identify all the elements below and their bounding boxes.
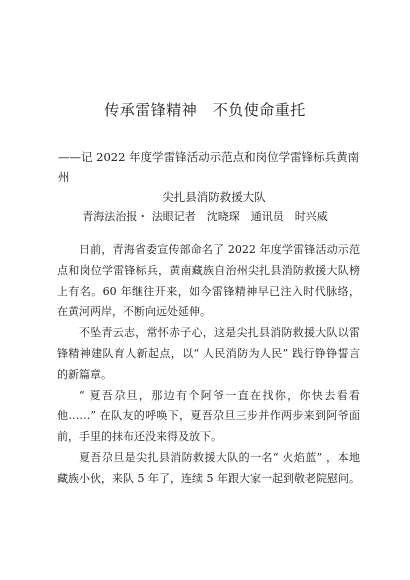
article-body [57,240,360,490]
paragraph: “ 夏吾尕旦，那边有个阿爷一直在找你，你快去看看他……” 在队友的呼唤下，夏吾尕旦三步并作两步来到阿爷面前，手里的抹布还没来得及放下。 [57,388,360,444]
article-subtitle [58,147,370,207]
article-byline: 青海法治报・ 法眼记者 沈晓琛 通讯员 时兴威 [82,210,328,223]
paragraph: 不坠青云志，常怀赤子心，这是尖扎县消防救援大队以雷锋精神建队育人新起点，以“ 人民消防为人民” 践行铮铮誓言的新篇章。 [57,326,360,381]
paragraph: 夏吾尕旦是尖扎县消防救援大队的一名“ 火焰蓝” ，本地藏族小伙，来队 5 年了，连续 5 年跟大家一起到敬老院慰问。 [57,450,360,485]
paragraph: 日前，青海省委宣传部命名了 2022 年度学雷锋活动示范点和岗位学雷锋标兵，黄南藏族自治州尖扎县消防救援大队榜上有名。60 年继往开来，如今雷锋精神早已注入时代脉络，在黄河两岸，不断向远处延伸。 [57,243,360,319]
subtitle-line-2: 尖扎县消防救援大队 [162,190,266,204]
article-title: 传承雷锋精神 不负使命重托 [104,101,306,119]
subtitle-line-1: ——记 2022 年度学雷锋活动示范点和岗位学雷锋标兵黄南州 [58,150,360,184]
